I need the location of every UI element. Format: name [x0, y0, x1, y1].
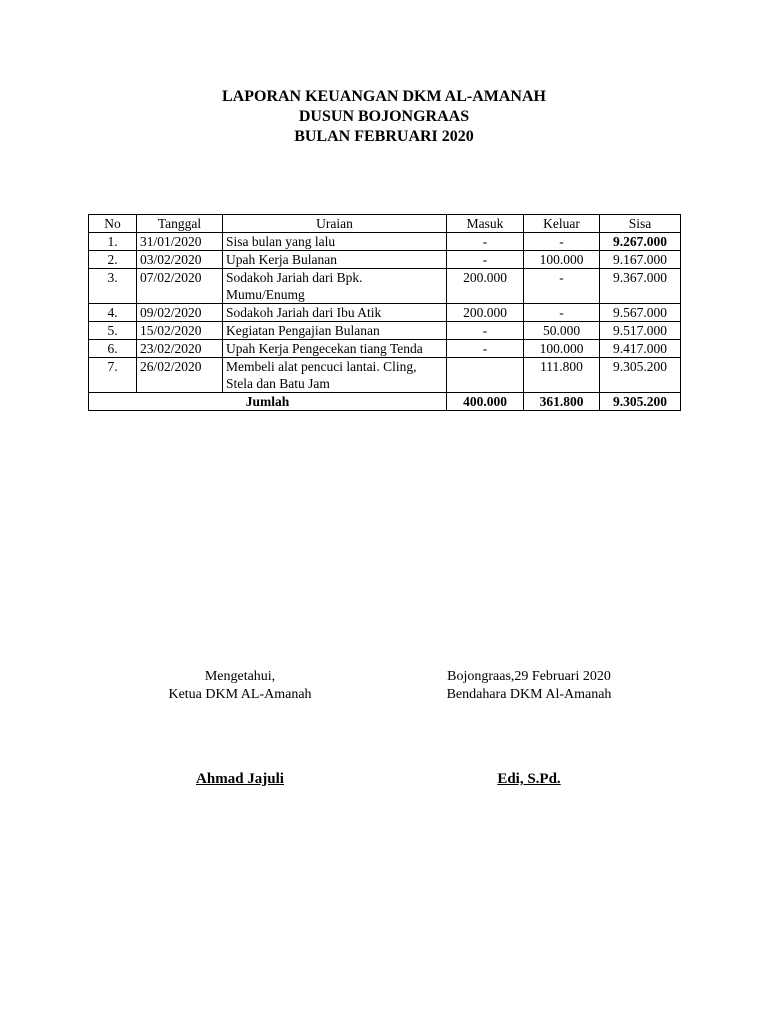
cell-balance: 9.417.000 — [600, 340, 681, 358]
cell-description: Kegiatan Pengajian Bulanan — [223, 322, 447, 340]
cell-date: 15/02/2020 — [137, 322, 223, 340]
cell-date: 07/02/2020 — [137, 269, 223, 304]
total-row — [89, 393, 681, 411]
cell-no: 1. — [89, 233, 137, 251]
cell-description: Membeli alat pencuci lantai. Cling, Stela dan Batu Jam — [223, 358, 447, 393]
cell-balance: 9.367.000 — [600, 269, 681, 304]
signature-block-chairman — [128, 668, 352, 704]
cell-no: 5. — [89, 322, 137, 340]
table-header-row — [89, 215, 681, 233]
cell-date: 09/02/2020 — [137, 304, 223, 322]
cell-no: 3. — [89, 269, 137, 304]
table-row — [89, 269, 681, 304]
cell-description: Sodakoh Jariah dari Bpk. Mumu/Enumg — [223, 269, 447, 304]
cell-income: - — [447, 340, 524, 358]
cell-expense: 100.000 — [524, 340, 600, 358]
title-line-1: LAPORAN KEUANGAN DKM AL-AMANAH — [222, 88, 546, 105]
cell-expense: - — [524, 304, 600, 322]
place-date: Bojongraas,29 Februari 2020 — [447, 669, 611, 684]
cell-balance: 9.267.000 — [600, 233, 681, 251]
cell-income: 200.000 — [447, 304, 524, 322]
column-header-expense: Keluar — [524, 215, 600, 233]
cell-expense: 100.000 — [524, 251, 600, 269]
cell-income: - — [447, 251, 524, 269]
cell-balance: 9.517.000 — [600, 322, 681, 340]
cell-description: Sisa bulan yang lalu — [223, 233, 447, 251]
column-header-no: No — [89, 215, 137, 233]
column-header-description: Uraian — [223, 215, 447, 233]
title-line-2: DUSUN BOJONGRAAS — [298, 108, 470, 125]
column-header-balance: Sisa — [600, 215, 681, 233]
cell-balance: 9.305.200 — [600, 358, 681, 393]
title-line-3: BULAN FEBRUARI 2020 — [294, 128, 474, 145]
acknowledged-label: Mengetahui, — [204, 669, 276, 684]
table-row — [89, 233, 681, 251]
column-header-income: Masuk — [447, 215, 524, 233]
cell-expense: 50.000 — [524, 322, 600, 340]
cell-date: 31/01/2020 — [137, 233, 223, 251]
table-row — [89, 304, 681, 322]
cell-date: 23/02/2020 — [137, 340, 223, 358]
cell-no: 7. — [89, 358, 137, 393]
cell-income: 200.000 — [447, 269, 524, 304]
cell-date: 03/02/2020 — [137, 251, 223, 269]
cell-balance: 9.167.000 — [600, 251, 681, 269]
table-row — [89, 340, 681, 358]
cell-no: 4. — [89, 304, 137, 322]
signature-block-treasurer — [414, 668, 644, 704]
cell-description: Upah Kerja Pengecekan tiang Tenda — [223, 340, 447, 358]
column-header-date: Tanggal — [137, 215, 223, 233]
cell-expense: - — [524, 233, 600, 251]
treasurer-name: Edi, S.Pd. — [497, 771, 561, 787]
cell-expense: 111.800 — [524, 358, 600, 393]
table-row — [89, 358, 681, 393]
chairman-name: Ahmad Jajuli — [196, 771, 284, 787]
total-expense: 361.800 — [524, 393, 600, 411]
finance-table — [88, 214, 681, 411]
total-balance: 9.305.200 — [600, 393, 681, 411]
chairman-title: Ketua DKM AL-Amanah — [168, 687, 312, 702]
cell-balance: 9.567.000 — [600, 304, 681, 322]
cell-expense: - — [524, 269, 600, 304]
cell-no: 2. — [89, 251, 137, 269]
cell-income: - — [447, 322, 524, 340]
table-row — [89, 322, 681, 340]
total-income: 400.000 — [447, 393, 524, 411]
report-title — [0, 87, 768, 147]
cell-description: Sodakoh Jariah dari Ibu Atik — [223, 304, 447, 322]
cell-income: - — [447, 233, 524, 251]
total-label: Jumlah — [89, 393, 447, 411]
cell-no: 6. — [89, 340, 137, 358]
cell-description: Upah Kerja Bulanan — [223, 251, 447, 269]
cell-income — [447, 358, 524, 393]
cell-date: 26/02/2020 — [137, 358, 223, 393]
treasurer-title: Bendahara DKM Al-Amanah — [446, 687, 612, 702]
table-row — [89, 251, 681, 269]
